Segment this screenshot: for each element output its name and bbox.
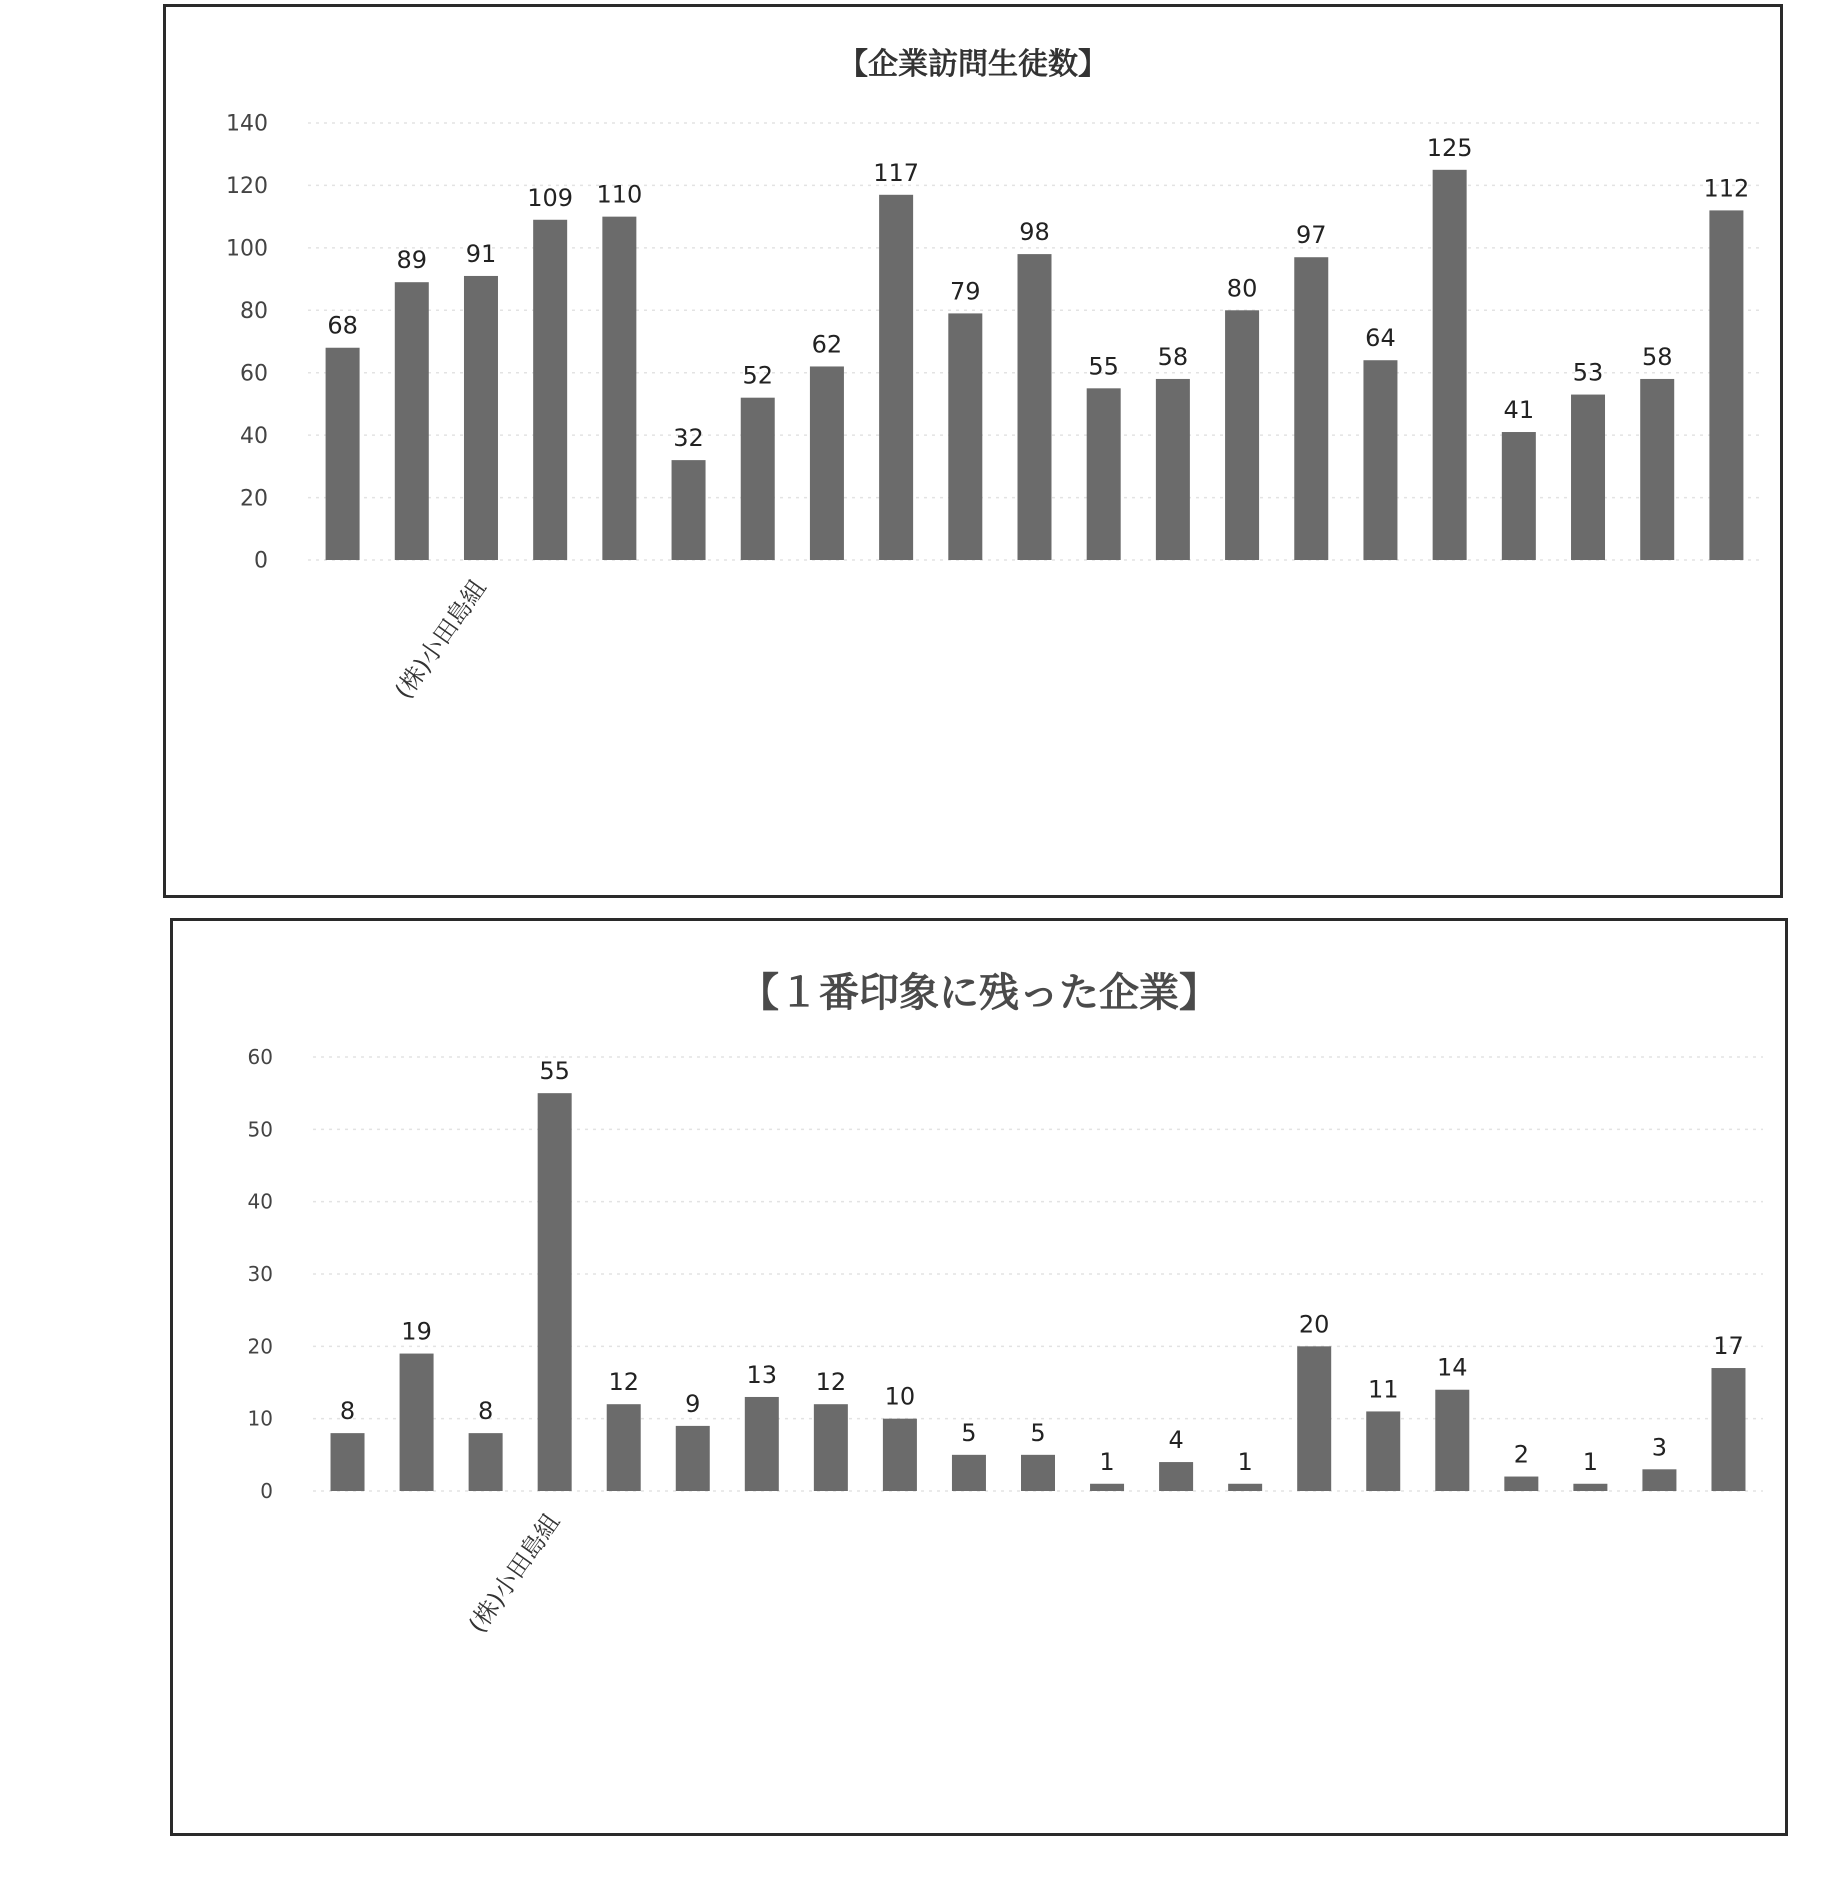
data-label: 8 <box>477 1397 494 1426</box>
bar <box>1711 1368 1745 1491</box>
x-tick-label: (株)小田島組 <box>463 1508 566 1639</box>
y-tick-label: 50 <box>247 1117 273 1142</box>
bar <box>879 195 913 560</box>
data-label: 41 <box>1503 396 1535 425</box>
bar <box>1642 1469 1676 1491</box>
bar <box>331 1433 365 1491</box>
data-label: 1 <box>1099 1447 1115 1476</box>
bar <box>469 1433 503 1491</box>
data-label: 110 <box>596 180 643 209</box>
data-label: 9 <box>685 1389 701 1418</box>
bar <box>1021 1455 1055 1491</box>
data-label: 17 <box>1713 1332 1744 1361</box>
data-label: 80 <box>1226 274 1258 303</box>
chart-title: 【企業訪問生徒数】 <box>838 47 1108 82</box>
bar <box>1090 1484 1124 1491</box>
data-label: 79 <box>950 277 981 306</box>
bar <box>952 1455 986 1491</box>
data-label: 112 <box>1703 174 1750 203</box>
bar <box>538 1093 572 1491</box>
y-tick-label: 0 <box>260 1479 273 1503</box>
bar-chart-company-visits <box>166 7 1786 901</box>
data-label: 13 <box>746 1360 778 1389</box>
data-label: 8 <box>339 1397 356 1426</box>
bar <box>676 1426 710 1491</box>
bar <box>1640 379 1674 560</box>
data-label: 64 <box>1365 324 1396 353</box>
y-tick-label: 140 <box>226 111 268 137</box>
data-label: 14 <box>1437 1353 1468 1382</box>
y-tick-label: 120 <box>226 174 268 200</box>
data-label: 52 <box>742 361 774 390</box>
bar <box>400 1354 434 1491</box>
bar-chart-most-memorable <box>173 921 1791 1839</box>
data-label: 125 <box>1426 133 1473 162</box>
data-label: 55 <box>1088 352 1119 381</box>
data-label: 109 <box>527 183 574 212</box>
data-label: 68 <box>327 311 358 340</box>
bar <box>1573 1484 1607 1491</box>
bar <box>1018 254 1052 560</box>
data-label: 10 <box>884 1382 916 1411</box>
data-label: 20 <box>1298 1310 1330 1339</box>
bar <box>1159 1462 1193 1491</box>
y-tick-label: 20 <box>240 486 268 512</box>
bar <box>1087 388 1121 560</box>
data-label: 2 <box>1513 1440 1529 1469</box>
bar <box>814 1404 848 1491</box>
bar <box>602 217 636 560</box>
bar <box>741 398 775 560</box>
data-label: 12 <box>608 1368 639 1397</box>
y-tick-label: 40 <box>240 423 268 449</box>
y-tick-label: 0 <box>254 548 268 574</box>
bar <box>1228 1484 1262 1491</box>
bar <box>1225 310 1259 560</box>
bar <box>1156 379 1190 560</box>
data-label: 3 <box>1651 1433 1668 1462</box>
bar <box>1294 257 1328 560</box>
data-label: 55 <box>539 1057 570 1086</box>
chart-panel-company-visits <box>163 4 1783 898</box>
bar <box>1571 395 1605 560</box>
y-tick-label: 80 <box>240 298 268 324</box>
bar <box>1709 210 1743 560</box>
data-label: 11 <box>1367 1375 1399 1404</box>
y-tick-label: 40 <box>247 1189 273 1214</box>
data-label: 97 <box>1295 221 1327 250</box>
bar <box>1502 432 1536 560</box>
bar <box>464 276 498 560</box>
data-label: 58 <box>1641 342 1673 371</box>
bar <box>326 348 360 560</box>
y-tick-label: 10 <box>247 1406 273 1431</box>
bar <box>883 1419 917 1491</box>
y-tick-label: 30 <box>247 1262 273 1286</box>
data-label: 12 <box>815 1368 847 1397</box>
data-label: 117 <box>873 158 920 187</box>
data-label: 62 <box>811 330 843 359</box>
bar <box>1366 1411 1400 1491</box>
chart-title: 【１番印象に残った企業】 <box>739 970 1219 1016</box>
y-tick-label: 60 <box>240 361 268 387</box>
data-label: 19 <box>401 1317 432 1346</box>
data-label: 5 <box>1030 1418 1046 1447</box>
data-label: 1 <box>1237 1447 1253 1476</box>
data-label: 53 <box>1572 358 1604 387</box>
x-tick-label: (株)小田島組 <box>389 574 492 705</box>
y-tick-label: 60 <box>247 1045 273 1069</box>
data-label: 1 <box>1582 1447 1599 1476</box>
bar <box>672 460 706 560</box>
bar <box>1504 1477 1538 1491</box>
bar <box>1435 1390 1469 1491</box>
bar <box>1433 170 1467 560</box>
y-tick-label: 20 <box>247 1334 273 1359</box>
y-tick-label: 100 <box>226 236 268 262</box>
data-label: 98 <box>1019 218 1050 247</box>
bar <box>395 282 429 560</box>
bar <box>810 366 844 560</box>
data-label: 91 <box>465 239 497 268</box>
bar <box>1297 1346 1331 1491</box>
chart-panel-most-memorable <box>170 918 1788 1836</box>
data-label: 5 <box>961 1418 977 1447</box>
data-label: 4 <box>1168 1426 1184 1455</box>
bar <box>533 220 567 560</box>
bar <box>948 313 982 560</box>
bar <box>745 1397 779 1491</box>
data-label: 89 <box>396 246 428 275</box>
data-label: 58 <box>1157 342 1189 371</box>
bar <box>607 1404 641 1491</box>
bar <box>1363 360 1397 560</box>
data-label: 32 <box>673 424 704 453</box>
